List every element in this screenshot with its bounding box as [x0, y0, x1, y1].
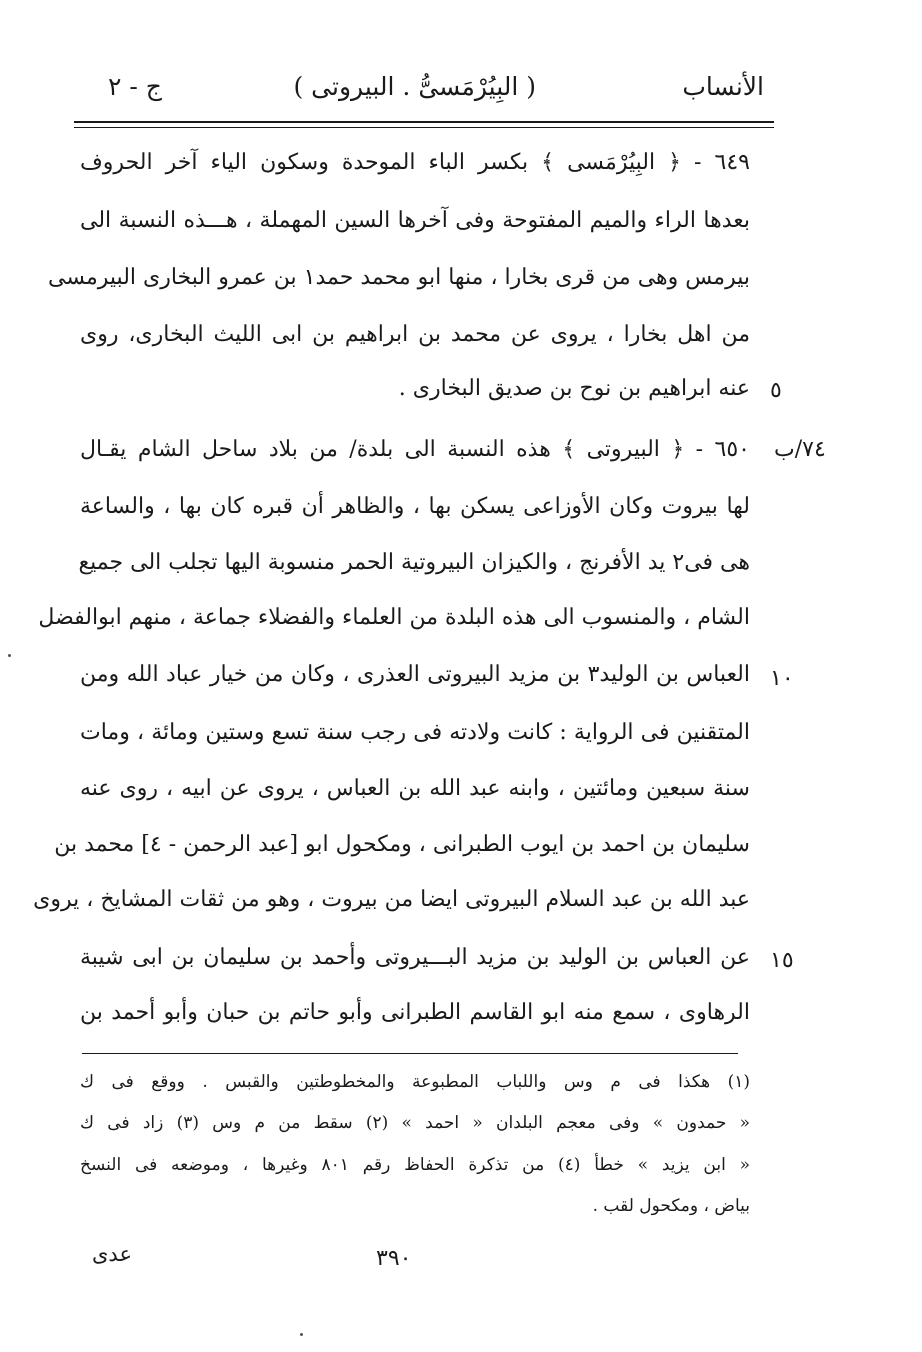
body-line-15: عن العباس بن الوليد بن مزيد البـــيروتى وأحمد بن سليمان بن ابى شيبة	[80, 945, 750, 970]
manuscript-folio-ref: ٧٤/ب	[774, 437, 826, 462]
line-number-5: ٥	[770, 378, 782, 403]
body-line-9: الشام ، والمنسوب الى هذه البلدة من العلماء والفضلاء جماعة ، منهم ابوالفضل	[38, 605, 750, 630]
scan-speck	[8, 654, 11, 657]
line-number-15: ١٥	[770, 948, 794, 973]
header-rule-thin	[74, 127, 774, 128]
signature-mark: عدى	[92, 1242, 132, 1266]
running-title: الأنساب	[682, 72, 764, 101]
page-number: ٣٩٠	[376, 1246, 412, 1271]
body-line-7: لها بيروت وكان الأوزاعى يسكن بها ، والظاهر أن قبره كان بها ، والساعة	[80, 494, 750, 519]
volume-label: ج - ٢	[108, 72, 162, 101]
header-rule	[74, 121, 774, 123]
body-line-16: الرهاوى ، سمع منه ابو القاسم الطبرانى وأبو حاتم بن حبان وأبو أحمد بن	[80, 1000, 750, 1025]
body-line-6: ٦٥٠ - ﴿ البيروتى ﴾ هذه النسبة الى بلدة/ من بلاد ساحل الشام يقـال	[80, 437, 750, 462]
body-line-3: بيرمس وهى من قرى بخارا ، منها ابو محمد حمد١ بن عمرو البخارى البيرمسى	[48, 265, 750, 290]
body-line-1: ٦٤٩ - ﴿ البِيُرْمَسى ﴾ بكسر الباء الموحدة وسكون الياء آخر الحروف	[80, 150, 750, 175]
footnote-line-4: بياض ، ومكحول لقب .	[592, 1196, 750, 1216]
footnote-line-2: « حمدون » وفى معجم البلدان « احمد » (٢) سقط من م وس (٣) زاد فى ك	[80, 1113, 750, 1133]
body-line-12: سنة سبعين ومائتين ، وابنه عبد الله بن العباس ، يروى عن ابيه ، روى عنه	[80, 776, 750, 801]
body-line-11: المتقنين فى الرواية : كانت ولادته فى رجب سنة تسع وستين ومائة ، ومات	[80, 720, 750, 745]
footnote-line-3: « ابن يزيد » خطأ (٤) من تذكرة الحفاظ رقم ٨٠١ وغيرها ، وموضعه فى النسخ	[80, 1155, 750, 1175]
entry-names-header: ( البِيُرْمَسىُّ . البيروتى )	[293, 72, 536, 101]
body-line-4: من اهل بخارا ، يروى عن محمد بن ابراهيم بن ابى الليث البخارى، روى	[80, 322, 750, 347]
body-line-2: بعدها الراء والميم المفتوحة وفى آخرها السين المهملة ، هـــذه النسبة الى	[80, 208, 750, 233]
body-line-8: هى فى٢ يد الأفرنج ، والكيزان البيروتية الحمر منسوبة اليها تجلب الى جميع	[78, 550, 750, 575]
scan-speck	[300, 1333, 303, 1336]
body-line-14: عبد الله بن عبد السلام البيروتى ايضا من بيروت ، وهو من ثقات المشايخ ، يروى	[33, 887, 750, 912]
line-number-10: ١٠	[770, 666, 794, 691]
body-line-5: عنه ابراهيم بن نوح بن صديق البخارى .	[398, 376, 750, 401]
body-line-10: العباس بن الوليد٣ بن مزيد البيروتى العذرى ، وكان من خيار عباد الله ومن	[80, 662, 750, 687]
footnote-line-1: (١) هكذا فى م وس واللباب المطبوعة والمخطوطتين والقبس . ووقع فى ك	[80, 1072, 750, 1092]
footnote-rule	[82, 1053, 738, 1054]
body-line-13: سليمان بن احمد بن ايوب الطبرانى ، ومكحول ابو [عبد الرحمن - ٤] محمد بن	[54, 832, 750, 857]
